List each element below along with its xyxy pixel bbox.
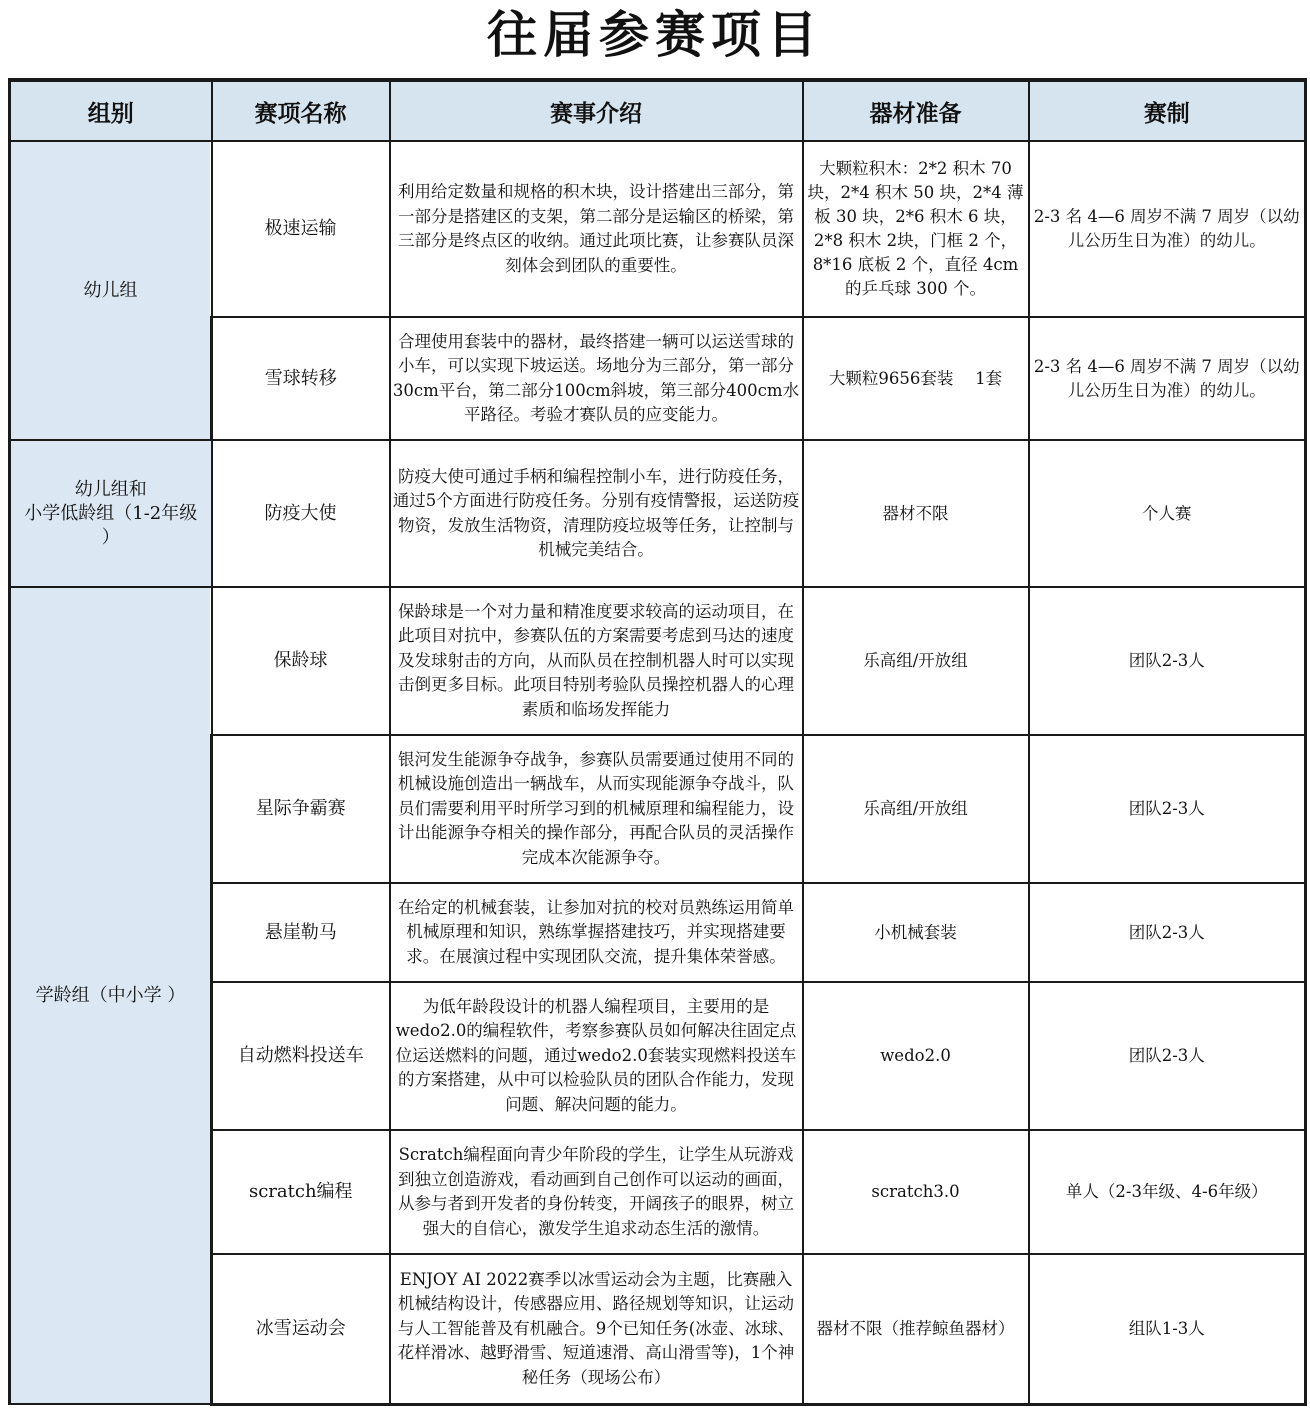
table-row: [10, 141, 1306, 317]
event-name: 极速运输: [212, 141, 390, 317]
event-name: 防疫大使: [212, 440, 390, 587]
event-equipment: 乐高组/开放组: [803, 587, 1029, 735]
events-table: [8, 78, 1307, 1406]
event-format: 团队2-3人: [1029, 982, 1306, 1130]
page-title: 往届参赛项目: [487, 6, 823, 64]
header-equipment: 器材准备: [803, 80, 1029, 141]
event-name: 保龄球: [212, 587, 390, 735]
event-intro: 在给定的机械套装，让参加对抗的校对员熟练运用简单机械原理和知识，熟练掌握搭建技巧，并实现搭建要求。在展演过程中实现团队交流，提升集体荣誉感。: [390, 883, 803, 982]
event-intro: 合理使用套装中的器材，最终搭建一辆可以运送雪球的小车，可以实现下坡运送。场地分为三部分，第一部分30cm平台，第二部分100cm斜坡，第三部分400cm水平路径。考验才赛队员的应变能力。: [390, 317, 803, 440]
event-intro: 为低年龄段设计的机器人编程项目，主要用的是wedo2.0的编程软件，考察参赛队员如何解决往固定点位运送燃料的问题，通过wedo2.0套装实现燃料投送车的方案搭建，从中可以检验队员的团队合作能力，发现问题、解决问题的能力。: [390, 982, 803, 1130]
event-name: 星际争霸赛: [212, 735, 390, 883]
event-intro: 银河发生能源争夺战争，参赛队员需要通过使用不同的机械设施创造出一辆战车，从而实现能源争夺战斗，队员们需要利用平时所学习到的机械原理和编程能力，设计出能源争夺相关的操作部分，再配合队员的灵活操作完成本次能源争夺。: [390, 735, 803, 883]
event-format: 团队2-3人: [1029, 735, 1306, 883]
event-format: 单人（2-3年级、4-6年级）: [1029, 1130, 1306, 1254]
event-equipment: 小机械套装: [803, 883, 1029, 982]
header-row: [10, 80, 1306, 141]
event-intro: 保龄球是一个对力量和精准度要求较高的运动项目，在此项目对抗中，参赛队伍的方案需要考虑到马达的速度及发球射击的方向，从而队员在控制机器人时可以实现击倒更多目标。此项目特别考验队员操控机器人的心理素质和临场发挥能力: [390, 587, 803, 735]
event-name: 雪球转移: [212, 317, 390, 440]
event-intro: 防疫大使可通过手柄和编程控制小车，进行防疫任务，通过5个方面进行防疫任务。分别有疫情警报，运送防疫物资，发放生活物资，清理防疫垃圾等任务，让控制与机械完美结合。: [390, 440, 803, 587]
event-name: 悬崖勒马: [212, 883, 390, 982]
header-event-intro: 赛事介绍: [390, 80, 803, 141]
event-equipment: 器材不限: [803, 440, 1029, 587]
group-cell-school: 学龄组（中小学 ）: [10, 587, 212, 1404]
header-event-name: 赛项名称: [212, 80, 390, 141]
table-row: [10, 587, 1306, 735]
event-name: 自动燃料投送车: [212, 982, 390, 1130]
event-equipment: scratch3.0: [803, 1130, 1029, 1254]
event-intro: Scratch编程面向青少年阶段的学生，让学生从玩游戏到独立创造游戏，看动画到自己创作可以运动的画面，从参与者到开发者的身份转变，开阔孩子的眼界，树立强大的自信心，激发学生追求动态生活的激情。: [390, 1130, 803, 1254]
header-group: 组别: [10, 80, 212, 141]
event-format: 团队2-3人: [1029, 883, 1306, 982]
event-format: 2-3 名 4—6 周岁不满 7 周岁（以幼儿公历生日为准）的幼儿。: [1029, 317, 1306, 440]
event-format: 个人赛: [1029, 440, 1306, 587]
header-format: 赛制: [1029, 80, 1306, 141]
event-name: scratch编程: [212, 1130, 390, 1254]
group-cell-mixed: 幼儿组和 小学低龄组（1-2年级 ）: [10, 440, 212, 587]
event-equipment: wedo2.0: [803, 982, 1029, 1130]
event-format: 组队1-3人: [1029, 1254, 1306, 1404]
event-intro: ENJOY AI 2022赛季以冰雪运动会为主题，比赛融入机械结构设计，传感器应用、路径规划等知识，让运动与人工智能普及有机融合。9个已知任务(冰壶、冰球、花样滑冰、越野滑雪、短道速滑、高山滑雪等)，1个神秘任务（现场公布）: [390, 1254, 803, 1404]
event-format: 团队2-3人: [1029, 587, 1306, 735]
group-cell-preschool: 幼儿组: [10, 141, 212, 440]
event-format: 2-3 名 4—6 周岁不满 7 周岁（以幼儿公历生日为准）的幼儿。: [1029, 141, 1306, 317]
table-row: [10, 440, 1306, 587]
event-equipment: 器材不限（推荐鲸鱼器材）: [803, 1254, 1029, 1404]
event-equipment: 大颗粒积木：2*2 积木 70 块，2*4 积木 50 块，2*4 薄板 30 块，2*6 积木 6 块，2*8 积木 2块，门框 2 个，8*16 底板 2 个，直径 4cm 的乒乓球 300 个。: [803, 141, 1029, 317]
event-intro: 利用给定数量和规格的积木块，设计搭建出三部分，第一部分是搭建区的支架，第二部分是运输区的桥梁，第三部分是终点区的收纳。通过此项比赛，让参赛队员深刻体会到团队的重要性。: [390, 141, 803, 317]
event-name: 冰雪运动会: [212, 1254, 390, 1404]
event-equipment: 乐高组/开放组: [803, 735, 1029, 883]
event-equipment: 大颗粒9656套装 1套: [803, 317, 1029, 440]
